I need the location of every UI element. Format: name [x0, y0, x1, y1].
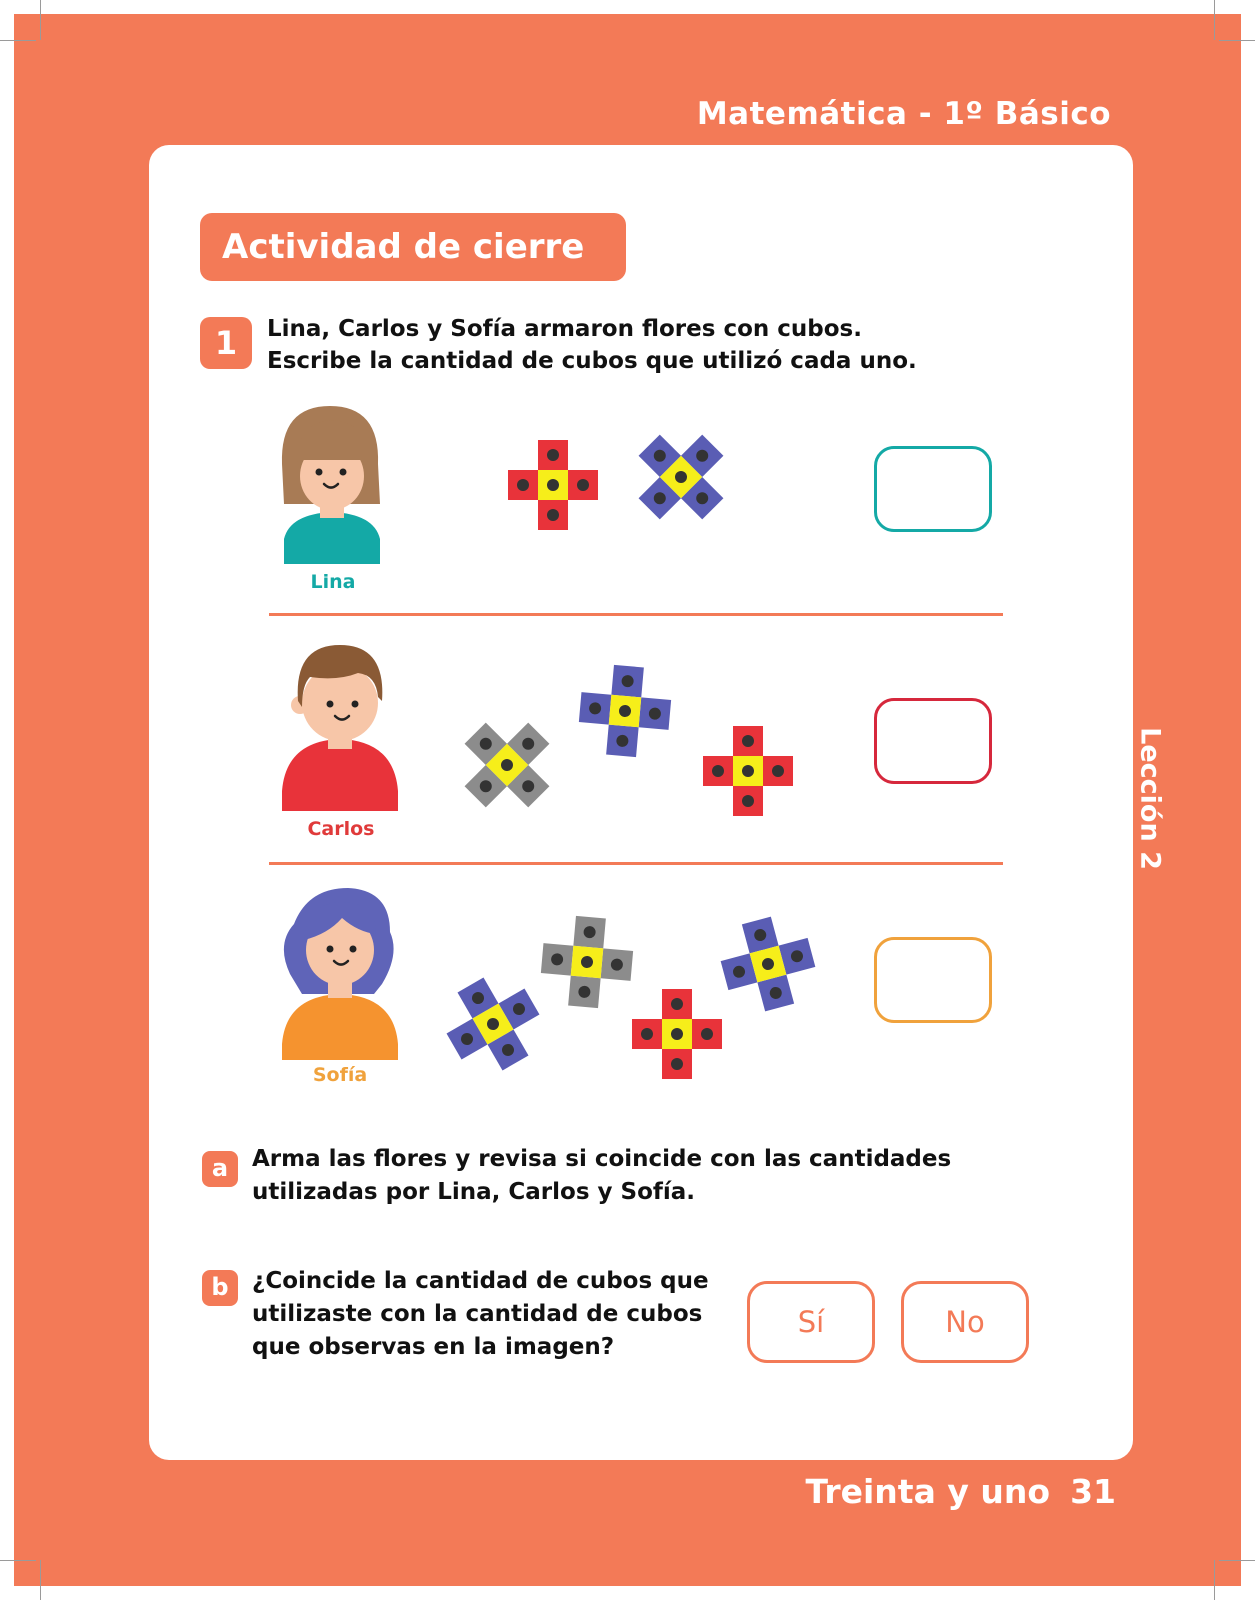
- cube-dot: [742, 765, 754, 777]
- cube-dot: [742, 795, 754, 807]
- question-a-badge: a: [202, 1151, 238, 1187]
- row-divider: [269, 862, 1003, 865]
- cube-dot: [517, 479, 529, 491]
- name-label-carlos: Carlos: [307, 818, 375, 840]
- question-b-line-1: ¿Coincide la cantidad de cubos que: [252, 1268, 709, 1294]
- cube-dot: [641, 1028, 653, 1040]
- crop-mark: [1219, 40, 1255, 41]
- name-label-sofia: Sofía: [312, 1064, 368, 1086]
- cube-dot: [701, 1028, 713, 1040]
- cube-dot: [547, 449, 559, 461]
- exercise-number-badge: 1: [200, 317, 252, 369]
- crop-mark: [40, 1560, 41, 1600]
- cube-flower-blue: [577, 663, 673, 759]
- cube-flower-blue: [720, 916, 816, 1012]
- yes-option-button[interactable]: Sí: [747, 1281, 875, 1363]
- cube-dot: [671, 1058, 683, 1070]
- cube-flower-blue: [445, 976, 541, 1072]
- crop-mark: [0, 1560, 36, 1561]
- sofia-avatar: [278, 884, 404, 1062]
- row-divider: [269, 613, 1003, 616]
- cube-flower-red: [505, 437, 601, 533]
- cube-dot: [671, 998, 683, 1010]
- question-b-line-2: utilizaste con la cantidad de cubos: [252, 1301, 703, 1327]
- answer-box-lina[interactable]: [874, 446, 992, 532]
- carlos-avatar: [278, 641, 404, 813]
- crop-mark: [1219, 1560, 1255, 1561]
- cube-dot: [671, 1028, 683, 1040]
- cube-flower-blue: [633, 429, 729, 525]
- instruction-line-2: Escribe la cantidad de cubos que utilizó cada uno.: [267, 348, 917, 374]
- name-label-lina: Lina: [310, 571, 356, 593]
- cube-dot: [712, 765, 724, 777]
- cube-dot: [772, 765, 784, 777]
- crop-mark: [1214, 0, 1215, 40]
- lina-avatar: [272, 404, 392, 569]
- instruction-line-1: Lina, Carlos y Sofía armaron flores con cubos.: [267, 316, 862, 342]
- answer-box-sofia[interactable]: [874, 937, 992, 1023]
- question-b-badge: b: [202, 1270, 238, 1306]
- cube-flower-gray: [539, 914, 635, 1010]
- cube-dot: [742, 735, 754, 747]
- answer-box-carlos[interactable]: [874, 698, 992, 784]
- cube-dot: [577, 479, 589, 491]
- no-option-button[interactable]: No: [901, 1281, 1029, 1363]
- cube-dot: [547, 479, 559, 491]
- cube-flower-red: [629, 986, 725, 1082]
- page-number: 31: [1070, 1472, 1116, 1511]
- activity-title: Actividad de cierre: [200, 213, 626, 281]
- crop-mark: [40, 0, 41, 40]
- subject-header: Matemática - 1º Básico: [696, 96, 1111, 132]
- question-b-line-3: que observas en la imagen?: [252, 1334, 615, 1360]
- lesson-label: Lección 2: [1134, 727, 1166, 870]
- question-a-line-2: utilizadas por Lina, Carlos y Sofía.: [252, 1179, 696, 1205]
- cube-flower-red: [700, 723, 796, 819]
- cube-flower-gray: [459, 717, 555, 813]
- crop-mark: [1214, 1560, 1215, 1600]
- question-a-line-1: Arma las flores y revisa si coincide con las cantidades: [252, 1146, 952, 1172]
- cube-dot: [547, 509, 559, 521]
- page-number-words: Treinta y uno: [805, 1472, 1050, 1511]
- crop-mark: [0, 40, 36, 41]
